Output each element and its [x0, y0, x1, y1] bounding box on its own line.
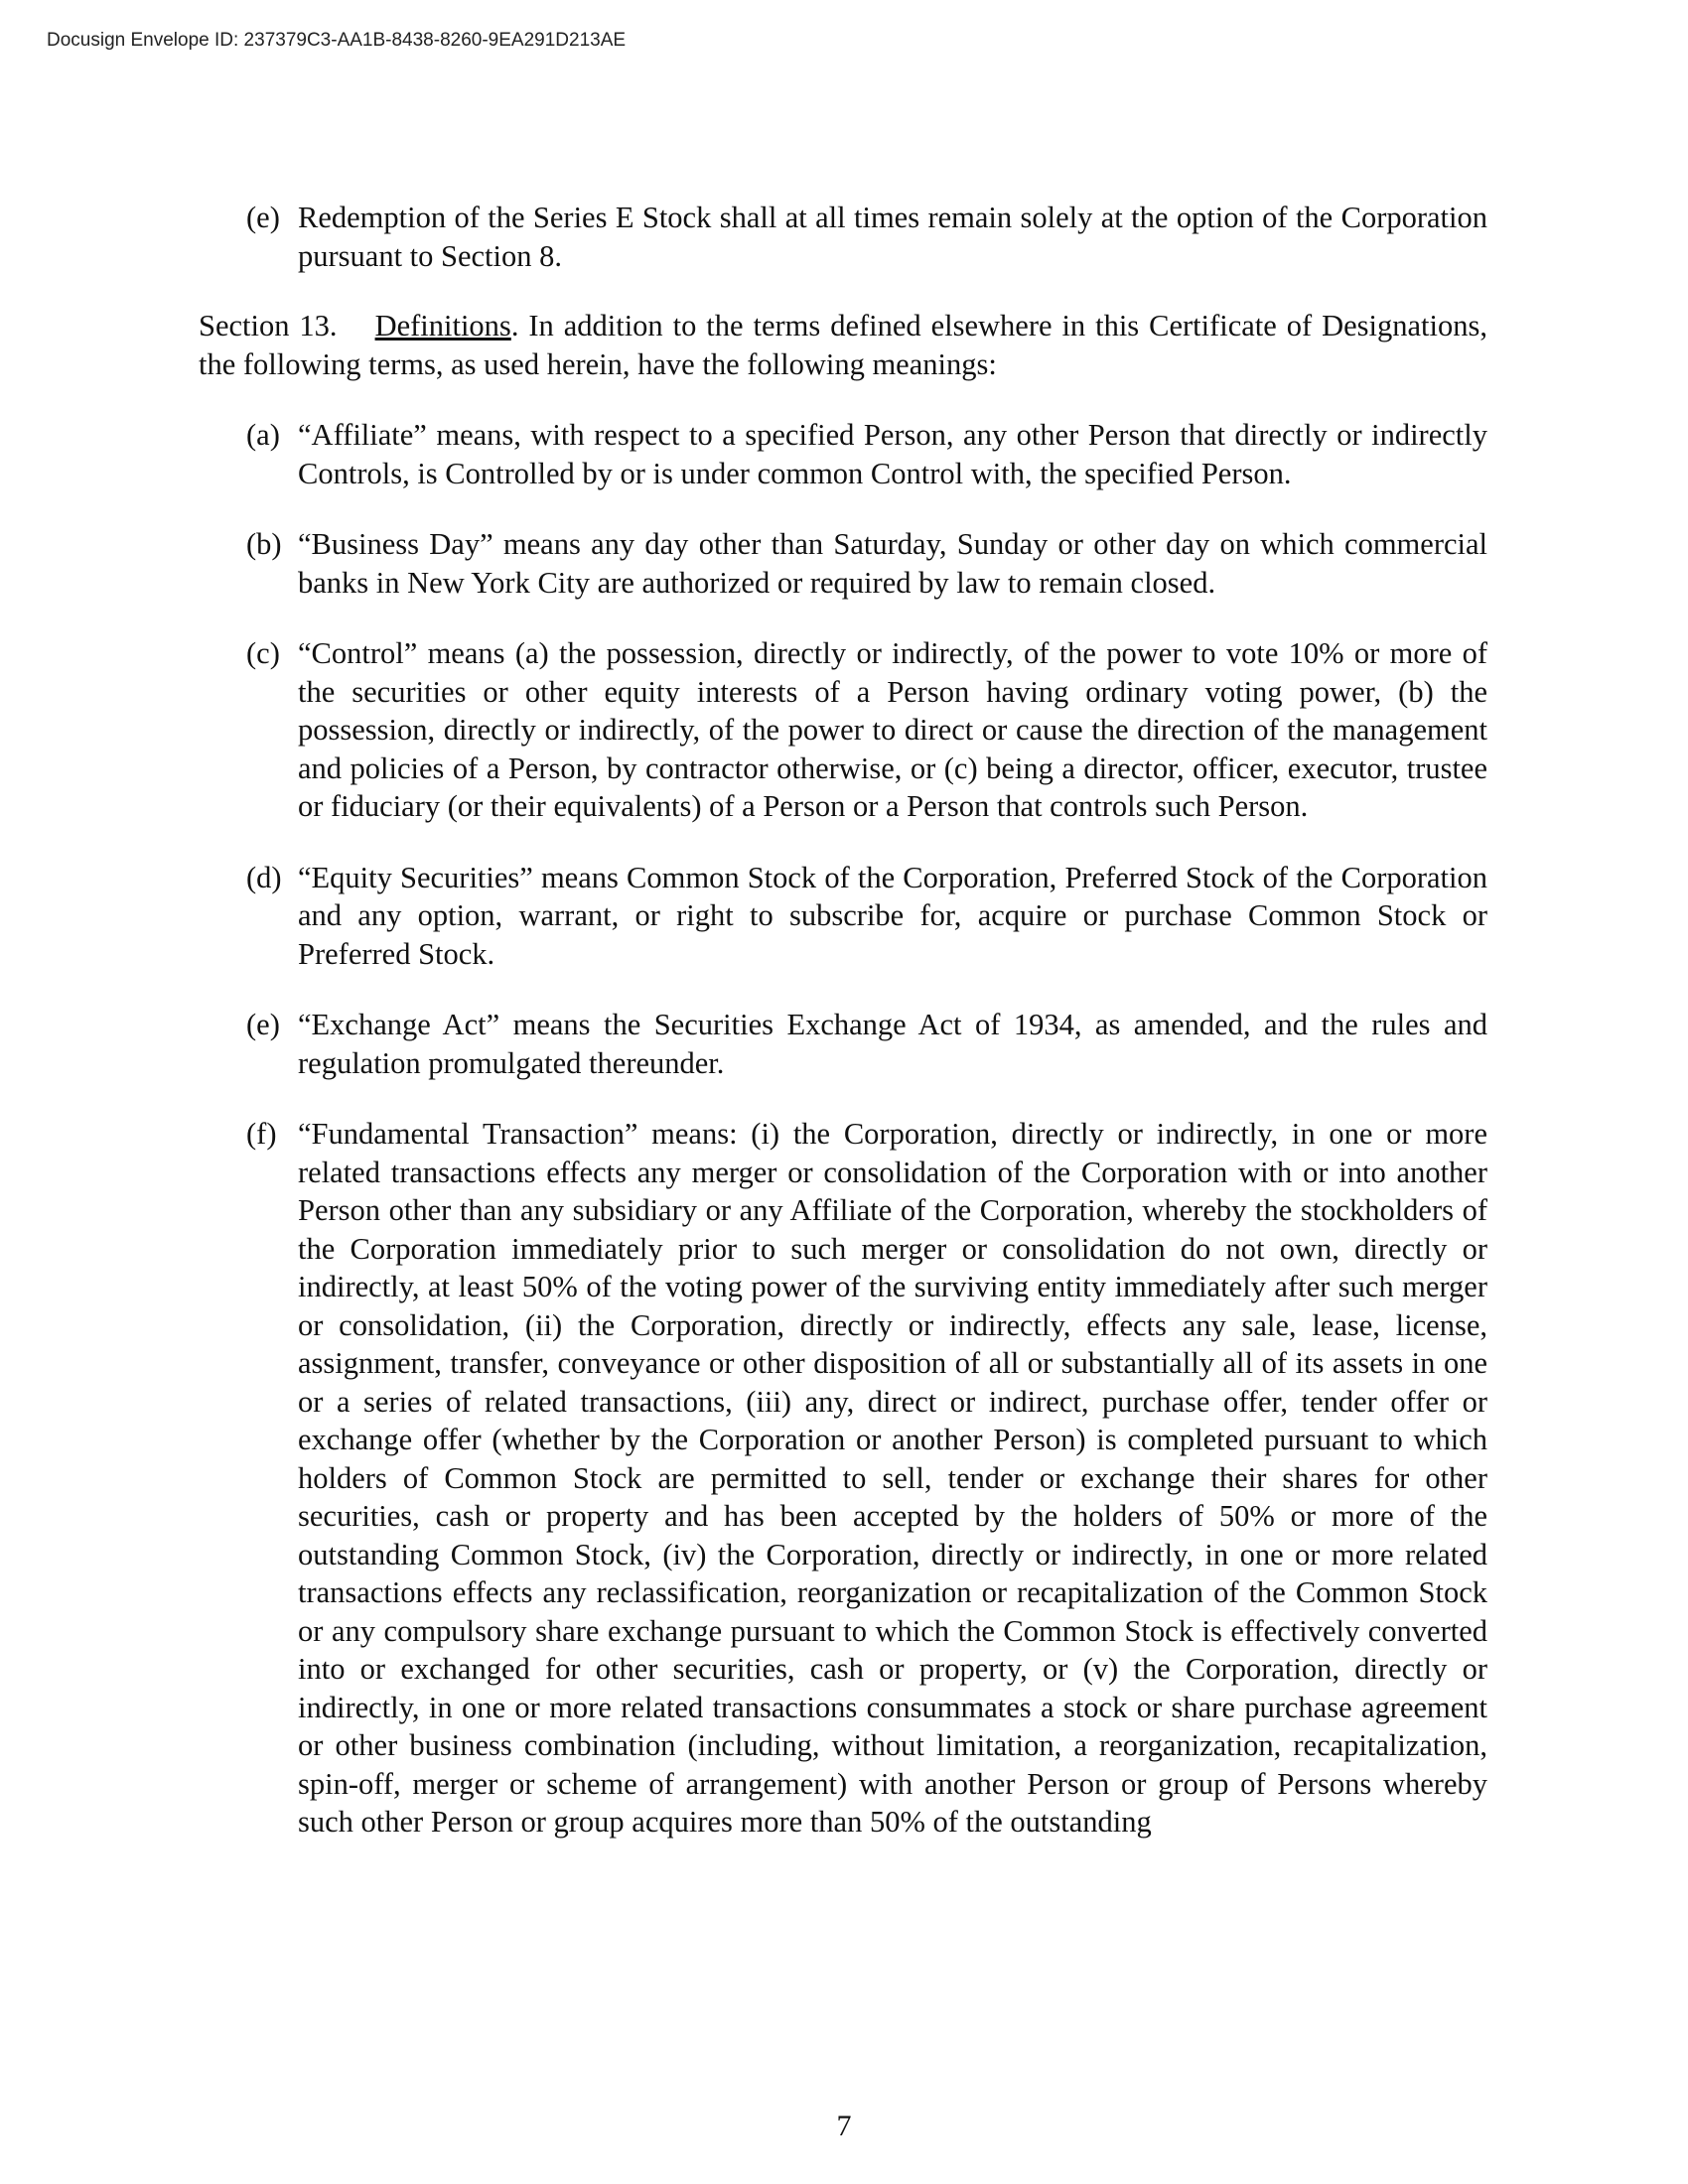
- definition-business-day: [199, 525, 1487, 602]
- definition-affiliate: [199, 416, 1487, 492]
- definition-text: “Fundamental Transaction” means: (i) the Corporation, directly or indirectly, in one or more related transactions effects any merger or consolidation of the Corporation with or into another Person other than any subsidiary or any Affiliate of the Corporation, whereby the stockholders of the Corporation immediately prior to such merger or consolidation do not own, directly or indirectly, at least 50% of the voting power of the surviving entity immediately after such merger or consolidation, (ii) the Corporation, directly or indirectly, effects any sale, lease, license, assignment, transfer, conveyance or other disposition of all or substantially all of its assets in one or a series of related transactions, (iii) any, direct or indirect, purchase offer, tender offer or exchange offer (whether by the Corporation or another Person) is completed pursuant to which holders of Common Stock are permitted to sell, tender or exchange their shares for other securities, cash or property and has been accepted by the holders of 50% or more of the outstanding Common Stock, (iv) the Corporation, directly or indirectly, in one or more related transactions effects any reclassification, reorganization or recapitalization of the Common Stock or any compulsory share exchange pursuant to which the Common Stock is effectively converted into or exchanged for other securities, cash or property, or (v) the Corporation, directly or indirectly, in one or more related transactions consummates a stock or share purchase agreement or other business combination (including, without limitation, a reorganization, recapitalization, spin-off, merger or scheme of arrangement) with another Person or group of Persons whereby such other Person or group acquires more than 50% of the outstanding: [298, 1117, 1487, 1839]
- clause-label: (e): [246, 201, 280, 234]
- definition-equity-securities: [199, 859, 1487, 974]
- definition-label: (c): [246, 636, 280, 670]
- clause-text: Redemption of the Series E Stock shall at all times remain solely at the option of the Corporation pursuant to Section 8.: [298, 201, 1487, 273]
- definition-label: (f): [246, 1117, 277, 1151]
- redemption-clause-e: [199, 199, 1487, 275]
- section-title: Definitions: [374, 309, 511, 342]
- section-13-intro: [199, 307, 1487, 383]
- definition-text: “Affiliate” means, with respect to a specified Person, any other Person that directly or indirectly Controls, is Controlled by or is under common Control with, the specified Person.: [298, 418, 1487, 490]
- definition-text: “Business Day” means any day other than Saturday, Sunday or other day on which commercial banks in New York City are authorized or required by law to remain closed.: [298, 527, 1487, 600]
- definition-text: “Equity Securities” means Common Stock of the Corporation, Preferred Stock of the Corporation and any option, warrant, or right to subscribe for, acquire or purchase Common Stock or Preferred Stock.: [298, 860, 1487, 971]
- document-body: [199, 199, 1487, 1842]
- definition-text: “Exchange Act” means the Securities Exchange Act of 1934, as amended, and the rules and regulation promulgated thereunder.: [298, 1008, 1487, 1080]
- definition-exchange-act: [199, 1006, 1487, 1082]
- section-intro-text: . In addition to the terms defined elsewhere in this Certificate of Designations, the following terms, as used herein, have the following meanings:: [199, 309, 1487, 381]
- page-number: 7: [836, 2110, 852, 2142]
- envelope-id-header: Docusign Envelope ID: 237379C3-AA1B-8438-8260-9EA291D213AE: [47, 30, 627, 51]
- section-number: Section 13.: [199, 309, 338, 342]
- definition-text: “Control” means (a) the possession, directly or indirectly, of the power to vote 10% or more of the securities or other equity interests of a Person having ordinary voting power, (b) the possession, directly or indirectly, of the power to direct or cause the direction of the management and policies of a Person, by contractor otherwise, or (c) being a director, officer, executor, trustee or fiduciary (or their equivalents) of a Person or a Person that controls such Person.: [298, 636, 1487, 823]
- definition-label: (d): [246, 860, 282, 894]
- definition-label: (a): [246, 418, 280, 452]
- definition-control: [199, 634, 1487, 826]
- definition-label: (b): [246, 527, 282, 561]
- definition-label: (e): [246, 1008, 280, 1041]
- definition-fundamental-transaction: [199, 1115, 1487, 1842]
